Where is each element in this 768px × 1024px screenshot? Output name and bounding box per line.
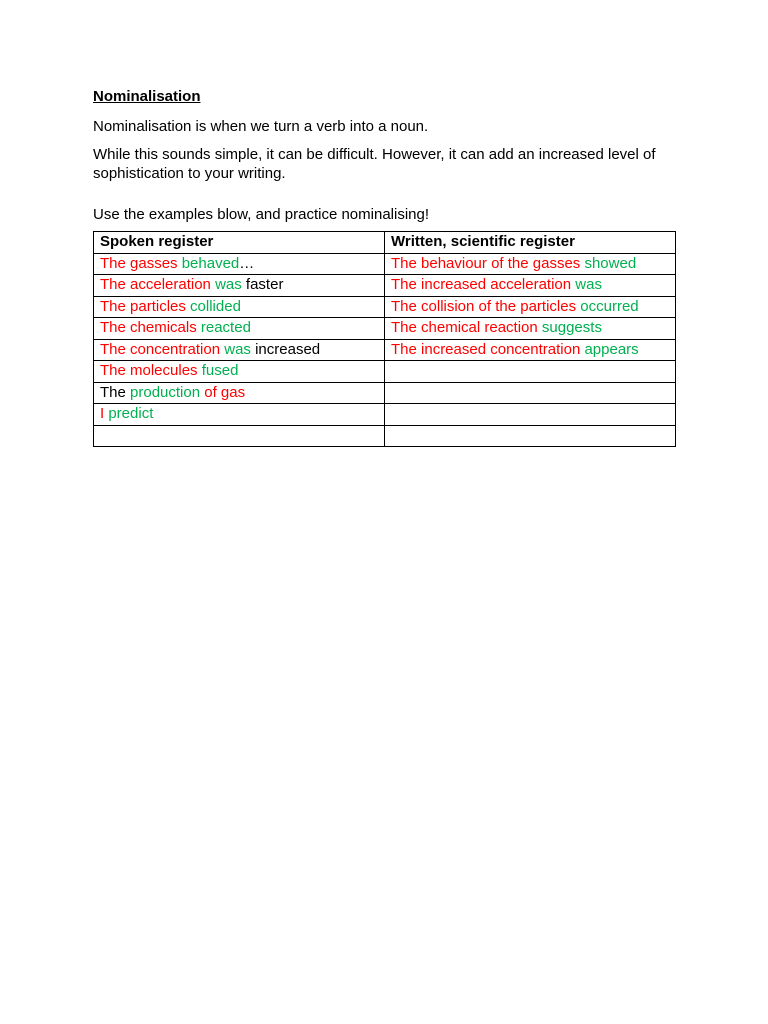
- text-segment: The collision of the particles: [391, 297, 581, 315]
- text-segment: The: [100, 383, 131, 401]
- written-register-cell: [385, 318, 676, 340]
- text-segment: The acceleration: [100, 276, 216, 294]
- text-segment: was: [575, 276, 602, 294]
- table-row: [94, 253, 676, 275]
- spoken-register-cell: [94, 318, 385, 340]
- written-register-cell: [385, 296, 676, 318]
- text-segment: …: [239, 254, 255, 272]
- text-segment: The concentration: [100, 340, 225, 358]
- text-segment: I: [100, 405, 109, 423]
- table-row: [94, 404, 676, 426]
- written-register-cell: [385, 361, 676, 383]
- instruction-paragraph: Use the examples blow, and practice nominalising!: [93, 206, 430, 223]
- text-segment: The chemicals: [100, 319, 201, 337]
- table-row: [94, 425, 676, 447]
- spoken-register-cell: [94, 253, 385, 275]
- text-segment: increased: [255, 340, 321, 358]
- text-segment: faster: [245, 276, 284, 294]
- table-header-row: [94, 232, 676, 254]
- written-register-cell: [385, 275, 676, 297]
- text-segment: was: [224, 340, 256, 358]
- register-table: [93, 231, 676, 447]
- table-row: [94, 275, 676, 297]
- spoken-register-cell: [94, 404, 385, 426]
- text-segment: appears: [584, 340, 639, 358]
- text-segment: predict: [108, 405, 154, 423]
- text-segment: The behaviour of the gasses: [391, 254, 585, 272]
- spoken-register-cell: [94, 382, 385, 404]
- text-segment: collided: [190, 297, 241, 315]
- table-row: [94, 296, 676, 318]
- text-segment: The particles: [100, 297, 191, 315]
- explanation-paragraph: While this sounds simple, it can be difficult. However, it can add an increased level of sophistication to your writing.: [93, 146, 656, 182]
- text-segment: The increased acceleration: [391, 276, 576, 294]
- spoken-register-cell: [94, 296, 385, 318]
- written-register-cell: [385, 339, 676, 361]
- text-segment: The increased concentration: [391, 340, 585, 358]
- document-heading: Nominalisation: [93, 88, 201, 105]
- spoken-register-cell: [94, 275, 385, 297]
- table-row: [94, 361, 676, 383]
- document-page: [93, 86, 683, 447]
- spoken-register-cell: [94, 339, 385, 361]
- header-spoken-register: Spoken register: [94, 232, 385, 254]
- text-segment: production: [130, 383, 205, 401]
- text-segment: showed: [584, 254, 637, 272]
- text-segment: occurred: [580, 297, 639, 315]
- table-row: [94, 382, 676, 404]
- table-body: [94, 253, 676, 447]
- text-segment: suggests: [541, 319, 602, 337]
- text-segment: of gas: [204, 383, 246, 401]
- text-segment: behaved: [181, 254, 240, 272]
- written-register-cell: [385, 253, 676, 275]
- written-register-cell: [385, 404, 676, 426]
- header-written-register: Written, scientific register: [385, 232, 676, 254]
- text-segment: reacted: [200, 319, 251, 337]
- text-segment: The molecules: [100, 362, 202, 380]
- written-register-cell: [385, 425, 676, 447]
- table-row: [94, 339, 676, 361]
- text-segment: The gasses: [100, 254, 182, 272]
- table-row: [94, 318, 676, 340]
- spoken-register-cell: [94, 425, 385, 447]
- text-segment: The chemical reaction: [391, 319, 542, 337]
- definition-paragraph: Nominalisation is when we turn a verb into a noun.: [93, 118, 429, 135]
- spoken-register-cell: [94, 361, 385, 383]
- text-segment: fused: [201, 362, 239, 380]
- written-register-cell: [385, 382, 676, 404]
- text-segment: was: [215, 276, 246, 294]
